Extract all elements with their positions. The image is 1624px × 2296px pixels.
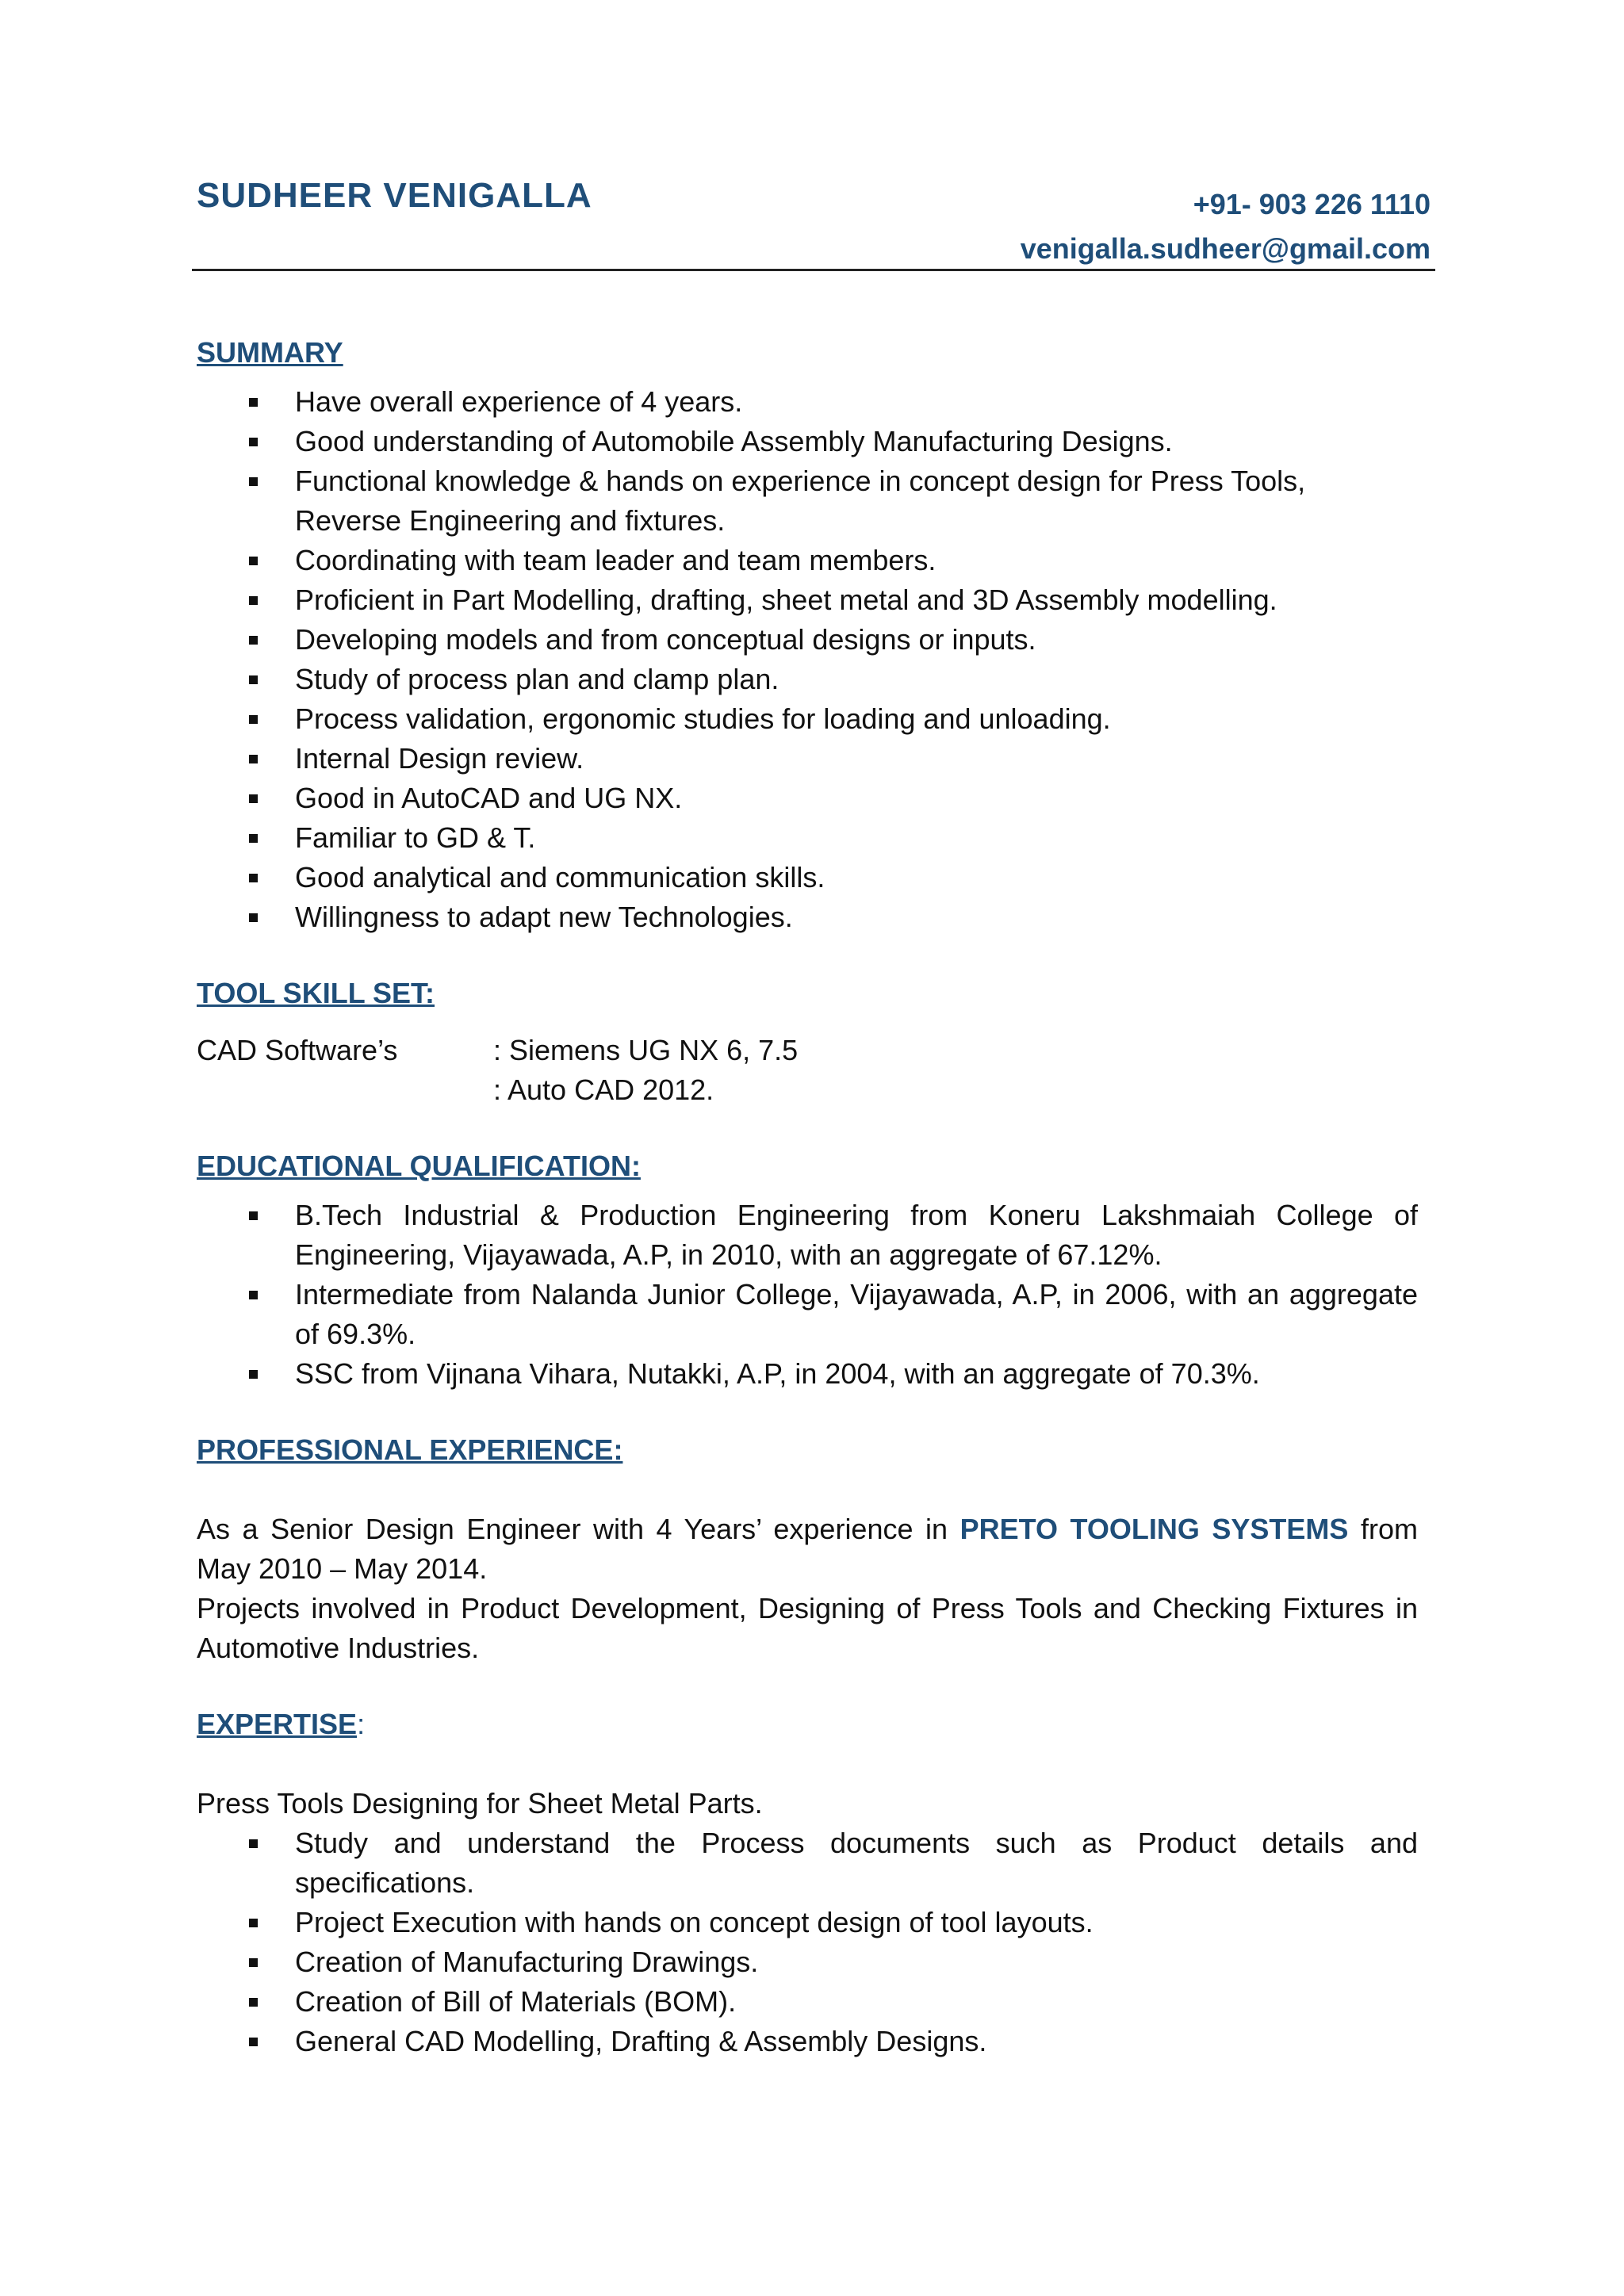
tools-heading: TOOL SKILL SET: xyxy=(197,977,435,1009)
list-item: Familiar to GD & T. xyxy=(197,818,1418,858)
expertise-heading-row xyxy=(197,1705,1418,1744)
experience-projects: Projects involved in Product Development, Designing of Press Tools and Checking Fixtures in Automotive Industries. xyxy=(197,1592,1418,1664)
list-item: SSC from Vijnana Vihara, Nutakki, A.P, in 2004, with an aggregate of 70.3%. xyxy=(197,1354,1418,1394)
summary-heading: SUMMARY xyxy=(197,336,343,369)
list-item: Coordinating with team leader and team members. xyxy=(197,541,1418,580)
expertise-heading-colon: : xyxy=(357,1708,366,1740)
list-item: Good understanding of Automobile Assembly Manufacturing Designs. xyxy=(197,422,1418,461)
list-item: Functional knowledge & hands on experience in concept design for Press Tools, Reverse Engineering and fixtures. xyxy=(197,461,1418,541)
tools-label: CAD Software’s xyxy=(197,1034,398,1066)
experience-heading: PROFESSIONAL EXPERIENCE: xyxy=(197,1433,623,1466)
education-list xyxy=(197,1196,1418,1394)
list-item: Willingness to adapt new Technologies. xyxy=(197,897,1418,937)
tools-label-empty xyxy=(197,1070,493,1110)
list-item: Creation of Bill of Materials (BOM). xyxy=(197,1982,1418,2022)
list-item: Process validation, ergonomic studies for loading and unloading. xyxy=(197,699,1418,739)
experience-intro-text: As a Senior Design Engineer with 4 Years’ experience in xyxy=(197,1513,960,1545)
tools-section xyxy=(197,974,1418,1110)
company-name: PRETO TOOLING SYSTEMS xyxy=(959,1513,1349,1545)
resume-body xyxy=(197,333,1418,2061)
expertise-list xyxy=(197,1823,1418,2061)
expertise-intro: Press Tools Designing for Sheet Metal Parts. xyxy=(197,1787,763,1820)
list-item: Internal Design review. xyxy=(197,739,1418,779)
list-item: Good analytical and communication skills. xyxy=(197,858,1418,897)
list-item: Have overall experience of 4 years. xyxy=(197,382,1418,422)
contact-block xyxy=(1021,182,1431,271)
summary-section xyxy=(197,333,1418,937)
list-item: General CAD Modelling, Drafting & Assembly Designs. xyxy=(197,2022,1418,2061)
education-heading: EDUCATIONAL QUALIFICATION: xyxy=(197,1150,641,1182)
education-section xyxy=(197,1146,1418,1394)
tools-row xyxy=(197,1031,1418,1070)
list-item: Good in AutoCAD and UG NX. xyxy=(197,779,1418,818)
email-address: venigalla.sudheer@gmail.com xyxy=(1020,232,1431,265)
list-item: Intermediate from Nalanda Junior College, Vijayawada, A.P, in 2006, with an aggregate of 69.3%. xyxy=(197,1275,1418,1354)
experience-section xyxy=(197,1430,1418,1668)
expertise-heading: EXPERTISE xyxy=(197,1708,358,1740)
tools-table xyxy=(197,1031,1418,1110)
list-item: Study and understand the Process documents such as Product details and specifications. xyxy=(197,1823,1418,1903)
list-item: Developing models and from conceptual designs or inputs. xyxy=(197,620,1418,660)
list-item: Study of process plan and clamp plan. xyxy=(197,660,1418,699)
expertise-section xyxy=(197,1705,1418,2061)
list-item: Creation of Manufacturing Drawings. xyxy=(197,1942,1418,1982)
list-item: Proficient in Part Modelling, drafting, sheet metal and 3D Assembly modelling. xyxy=(197,580,1418,620)
candidate-name: SUDHEER VENIGALLA xyxy=(197,176,592,215)
summary-list xyxy=(197,382,1418,937)
list-item: B.Tech Industrial & Production Engineering from Koneru Lakshmaiah College of Engineering, Vijayawada, A.P, in 2010, with an aggregate of 67.12%. xyxy=(197,1196,1418,1275)
phone-number: +91- 903 226 1110 xyxy=(1193,188,1431,220)
experience-intro xyxy=(197,1510,1418,1589)
list-item: Project Execution with hands on concept design of tool layouts. xyxy=(197,1903,1418,1942)
experience-intro-dates: from May 2010 – May 2014. xyxy=(197,1513,1418,1585)
tools-row xyxy=(197,1070,1418,1110)
header-divider xyxy=(192,269,1435,271)
tools-value: : Auto CAD 2012. xyxy=(493,1073,714,1106)
tools-value: : Siemens UG NX 6, 7.5 xyxy=(493,1034,799,1066)
